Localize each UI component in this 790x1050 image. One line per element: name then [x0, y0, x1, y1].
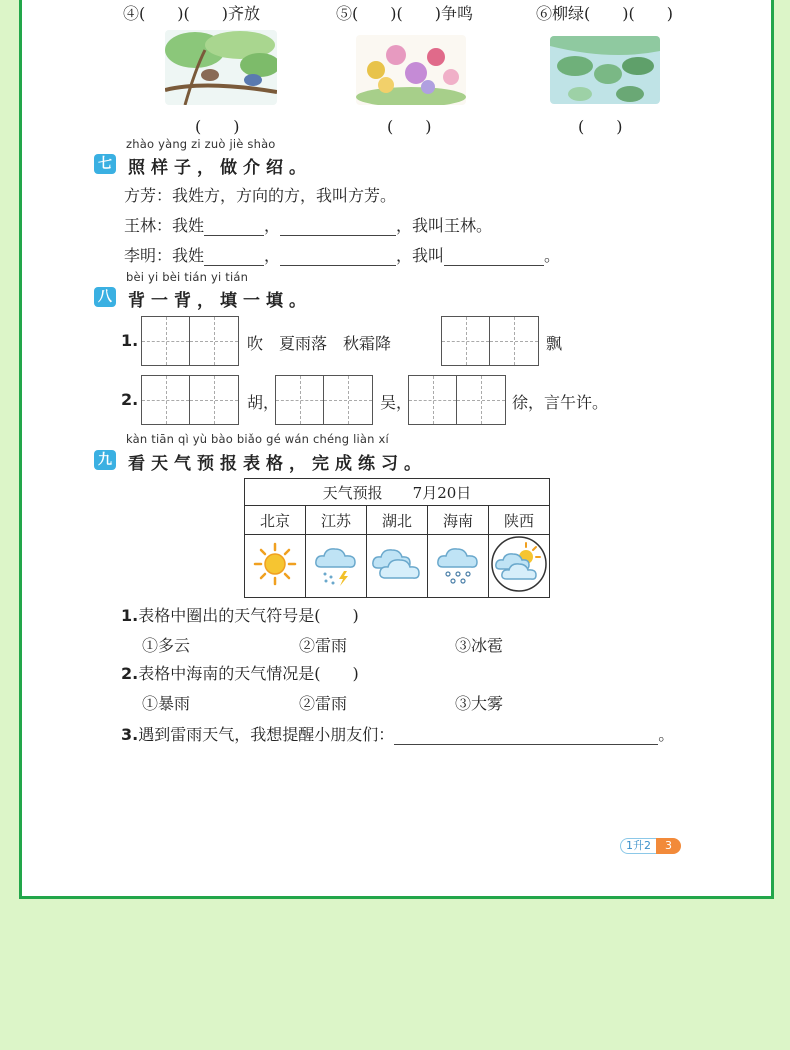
answer-blank[interactable]	[394, 726, 658, 745]
table-title: 天气预报 7月20日	[245, 479, 550, 506]
q1-number: 1.	[121, 331, 139, 350]
stream-rocks-image	[550, 36, 660, 104]
text: 。	[658, 725, 675, 744]
char-grid[interactable]	[141, 316, 239, 366]
blank-explain[interactable]	[280, 249, 396, 266]
sec7-example: 方芳：我姓方，方向的方，我叫方芳。	[124, 186, 397, 205]
char-grid[interactable]	[408, 375, 506, 425]
q1-text-end: 飘	[546, 334, 563, 353]
sec7-line-wanglin	[124, 213, 492, 236]
city-cell: 海南	[428, 506, 489, 535]
birds-on-tree-image	[165, 30, 277, 105]
text: 李明：我姓	[124, 246, 205, 265]
grade-label: 1升2	[620, 838, 656, 854]
q-number: 3.	[121, 725, 139, 744]
q2-text-2: 吴，	[380, 393, 413, 412]
q-text: 表格中圈出的天气符号是( )	[138, 606, 359, 625]
text: 。	[544, 246, 561, 265]
sec9-pinyin: kàn tiān qì yù bào biǎo gé wán chéng liàn xí	[126, 432, 389, 446]
flowers-image	[356, 35, 466, 105]
q1-text: 吹 夏雨落 秋霜降	[247, 334, 392, 353]
sec9-q2	[121, 661, 359, 684]
sun-icon	[245, 535, 306, 598]
city-cell: 陕西	[489, 506, 550, 535]
city-cell: 北京	[245, 506, 306, 535]
text: ，我叫	[396, 246, 445, 265]
sec9-badge: 九	[94, 450, 116, 470]
hail-icon	[428, 535, 489, 598]
char-grid[interactable]	[141, 375, 239, 425]
text: ，	[264, 246, 281, 265]
sec7-title: 照样子，做介绍。	[128, 158, 312, 178]
q2-text-3: 徐，言午许。	[512, 393, 609, 412]
idiom-line-6: ⑥柳绿( )( )	[536, 4, 673, 23]
page-number-badge	[620, 838, 681, 854]
text: ，我叫王林。	[396, 216, 493, 235]
q2-number: 2.	[121, 390, 139, 409]
city-cell: 江苏	[306, 506, 367, 535]
circled-cloudy-icon	[489, 535, 550, 598]
answer-paren-1[interactable]: ( )	[195, 117, 240, 136]
q2-text-1: 胡，	[247, 393, 280, 412]
sec7-line-liming	[124, 243, 560, 266]
sec7-pinyin: zhào yàng zi zuò jiè shào	[126, 137, 276, 151]
option[interactable]: ③大雾	[455, 694, 504, 713]
sec9-q3	[121, 722, 674, 745]
option[interactable]: ①多云	[142, 636, 191, 655]
char-grid[interactable]	[441, 316, 539, 366]
q-text: 表格中海南的天气情况是( )	[138, 664, 359, 683]
sec7-badge: 七	[94, 154, 116, 174]
blank-explain[interactable]	[280, 219, 396, 236]
q-number: 1.	[121, 606, 139, 625]
option[interactable]: ①暴雨	[142, 694, 191, 713]
sec9-title: 看天气预报表格，完成练习。	[128, 454, 427, 474]
sec9-q1	[121, 603, 359, 626]
idiom-line-5: ⑤( )( )争鸣	[336, 4, 473, 23]
option[interactable]: ③冰雹	[455, 636, 504, 655]
option[interactable]: ②雷雨	[299, 636, 348, 655]
idiom-line-4: ④( )( )齐放	[123, 4, 260, 23]
blank-surname[interactable]	[204, 219, 264, 236]
text: ，	[264, 216, 281, 235]
thunderstorm-icon	[306, 535, 367, 598]
q-number: 2.	[121, 664, 139, 683]
sec8-pinyin: bèi yi bèi tián yi tián	[126, 270, 249, 284]
blank-surname[interactable]	[204, 249, 264, 266]
q-text: 遇到雷雨天气，我想提醒小朋友们：	[138, 725, 395, 744]
sec8-badge: 八	[94, 287, 116, 307]
option[interactable]: ②雷雨	[299, 694, 348, 713]
blank-name[interactable]	[444, 249, 544, 266]
answer-paren-3[interactable]: ( )	[578, 117, 623, 136]
char-grid[interactable]	[275, 375, 373, 425]
weather-forecast-table	[244, 478, 550, 598]
answer-paren-2[interactable]: ( )	[387, 117, 432, 136]
page-number: 3	[656, 838, 681, 854]
text: 王林：我姓	[124, 216, 205, 235]
sec8-title: 背一背，填一填。	[128, 291, 312, 311]
city-cell: 湖北	[367, 506, 428, 535]
cloudy-icon	[367, 535, 428, 598]
